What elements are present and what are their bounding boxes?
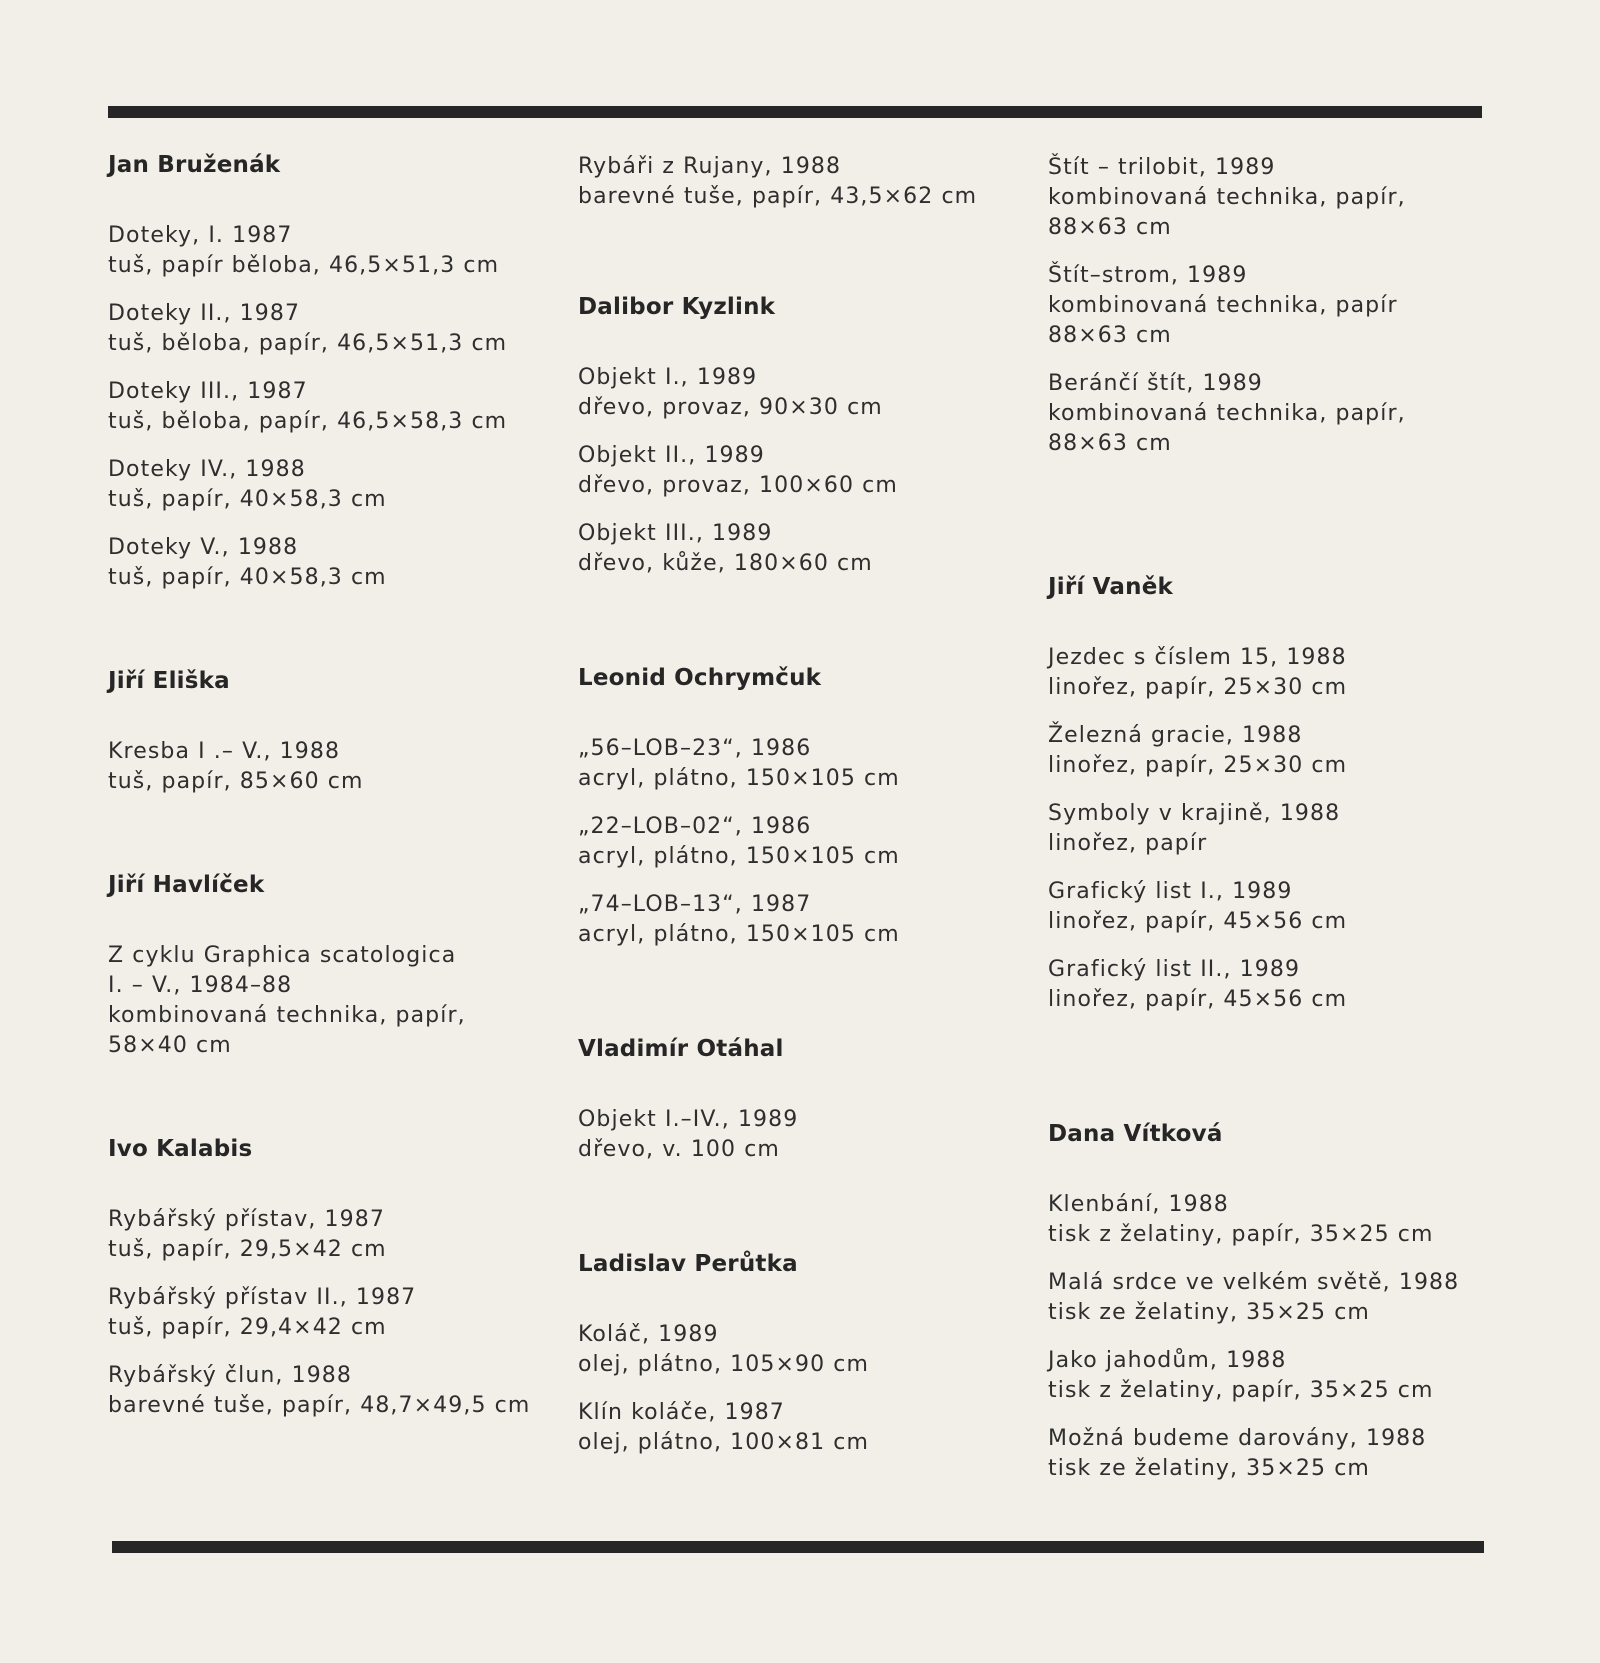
artwork-title: Doteky, I. 1987 [108,223,293,248]
artwork-title: Jako jahodům, 1988 [1048,1348,1287,1373]
artist-block [578,1249,1038,1458]
artwork-title: Kresba I .– V., 1988 [108,739,341,764]
artwork-details: dřevo, provaz, 90×30 cm [578,395,883,420]
artwork-title: Grafický list I., 1989 [1048,879,1293,904]
artwork-entry [108,1361,558,1421]
artwork-title: Objekt I., 1989 [578,365,758,390]
artwork-details: tisk z želatiny, papír, 35×25 cm [1048,1222,1434,1247]
artwork-details: linořez, papír, 45×56 cm [1048,909,1348,934]
artwork-entry [1048,1346,1478,1406]
artwork-details: kombinovaná technika, papír, [1048,401,1406,426]
artwork-title: Štít – trilobit, 1989 [1048,155,1276,180]
column-3 [1048,153,1478,1484]
artwork-entry [108,1205,558,1265]
artwork-details: 58×40 cm [108,1033,232,1058]
artwork-title: Doteky II., 1987 [108,301,301,326]
artwork-title: „74–LOB–13“, 1987 [578,892,812,917]
artwork-entry [108,1283,558,1343]
artwork-details: 88×63 cm [1048,323,1172,348]
artwork-title: Klín koláče, 1987 [578,1400,785,1425]
artwork-title: Grafický list II., 1989 [1048,957,1301,982]
artwork-details: dřevo, kůže, 180×60 cm [578,551,873,576]
artwork-details: olej, plátno, 105×90 cm [578,1352,870,1377]
artwork-title: Štít–strom, 1989 [1048,263,1248,288]
artwork-title: Symboly v krajině, 1988 [1048,801,1341,826]
artist-name: Leonid Ochrymčuk [578,665,822,691]
column-1 [108,150,558,1421]
artwork-details: tuš, běloba, papír, 46,5×58,3 cm [108,409,508,434]
artwork-entry [108,221,558,281]
artwork-details: 88×63 cm [1048,215,1172,240]
artwork-details: dřevo, v. 100 cm [578,1137,780,1162]
artwork-entry [108,941,558,1061]
artist-block [578,152,1038,212]
artwork-entry [1048,1424,1478,1484]
artwork-details: tuš, papír, 29,4×42 cm [108,1315,387,1340]
artwork-details: linořez, papír [1048,831,1208,856]
artwork-details: tisk ze želatiny, 35×25 cm [1048,1456,1370,1481]
artwork-details: acryl, plátno, 150×105 cm [578,922,900,947]
artwork-details: acryl, plátno, 150×105 cm [578,766,900,791]
artist-block [108,870,558,1061]
artwork-details: I. – V., 1984–88 [108,973,293,998]
artwork-title: Z cyklu Graphica scatologica [108,943,457,968]
artwork-entry [1048,261,1478,351]
artwork-entry [108,533,558,593]
artwork-title: „22–LOB–02“, 1986 [578,814,812,839]
artwork-details: barevné tuše, papír, 48,7×49,5 cm [108,1393,531,1418]
artwork-entry [1048,721,1478,781]
artwork-entry [1048,369,1478,459]
artwork-title: Rybářský člun, 1988 [108,1363,352,1388]
artist-block [108,1134,558,1421]
artwork-entry [1048,153,1478,243]
artwork-entry [578,812,1038,872]
artist-name: Ladislav Perůtka [578,1251,798,1277]
artwork-title: Klenbání, 1988 [1048,1192,1229,1217]
artwork-entry [108,737,558,797]
artist-block [108,666,558,797]
artwork-title: Možná budeme darovány, 1988 [1048,1426,1427,1451]
artwork-title: Jezdec s číslem 15, 1988 [1048,645,1347,670]
artwork-entry [1048,955,1478,1015]
artwork-entry [578,1105,1038,1165]
artist-block [108,150,558,593]
artwork-entry [108,299,558,359]
artwork-details: acryl, plátno, 150×105 cm [578,844,900,869]
artwork-title: Doteky IV., 1988 [108,457,306,482]
artist-block [1048,572,1478,1015]
top-rule [108,106,1482,118]
column-2 [578,152,1038,1458]
artwork-details: tuš, papír, 29,5×42 cm [108,1237,387,1262]
artist-block [1048,153,1478,459]
artist-name: Dalibor Kyzlink [578,294,776,320]
artist-name: Jiří Havlíček [108,872,265,898]
artwork-details: dřevo, provaz, 100×60 cm [578,473,898,498]
artwork-details: tisk ze želatiny, 35×25 cm [1048,1300,1370,1325]
artwork-entry [578,363,1038,423]
artwork-entry [1048,1190,1478,1250]
artist-name: Ivo Kalabis [108,1136,253,1162]
artwork-details: tuš, papír, 40×58,3 cm [108,565,387,590]
artwork-title: Doteky V., 1988 [108,535,299,560]
artwork-title: Rybáři z Rujany, 1988 [578,154,842,179]
artwork-title: Objekt II., 1989 [578,443,765,468]
artist-name: Jan Bruženák [108,152,281,178]
artwork-entry [108,455,558,515]
artist-name: Dana Vítková [1048,1121,1223,1147]
artwork-title: Koláč, 1989 [578,1322,719,1347]
artwork-details: kombinovaná technika, papír, [1048,185,1406,210]
artwork-details: kombinovaná technika, papír, [108,1003,466,1028]
artist-name: Jiří Eliška [108,668,230,694]
artwork-details: kombinovaná technika, papír [1048,293,1398,318]
artist-block [578,663,1038,950]
artist-block [578,1034,1038,1165]
artwork-entry [578,1320,1038,1380]
artwork-entry [108,377,558,437]
artwork-details: linořez, papír, 25×30 cm [1048,675,1348,700]
artist-name: Vladimír Otáhal [578,1036,784,1062]
artwork-details: olej, plátno, 100×81 cm [578,1430,870,1455]
artwork-entry [578,890,1038,950]
artwork-title: Objekt III., 1989 [578,521,773,546]
artwork-entry [578,441,1038,501]
bottom-rule [112,1541,1484,1553]
artwork-details: tisk z želatiny, papír, 35×25 cm [1048,1378,1434,1403]
artwork-entry [1048,877,1478,937]
artwork-title: „56–LOB–23“, 1986 [578,736,812,761]
artist-name: Jiří Vaněk [1048,574,1174,600]
artwork-title: Malá srdce ve velkém světě, 1988 [1048,1270,1460,1295]
artwork-entry [578,519,1038,579]
artist-block [578,292,1038,579]
artwork-details: tuš, papír běloba, 46,5×51,3 cm [108,253,500,278]
artist-block [1048,1119,1478,1484]
artwork-details: tuš, běloba, papír, 46,5×51,3 cm [108,331,508,356]
artwork-details: 88×63 cm [1048,431,1172,456]
artwork-details: linořez, papír, 25×30 cm [1048,753,1348,778]
artwork-entry [1048,799,1478,859]
artwork-title: Doteky III., 1987 [108,379,308,404]
artwork-title: Objekt I.–IV., 1989 [578,1107,799,1132]
artwork-details: tuš, papír, 85×60 cm [108,769,364,794]
artwork-title: Beránčí štít, 1989 [1048,371,1263,396]
artwork-entry [1048,1268,1478,1328]
artwork-entry [1048,643,1478,703]
artwork-title: Rybářský přístav, 1987 [108,1207,385,1232]
artwork-entry [578,734,1038,794]
artwork-details: barevné tuše, papír, 43,5×62 cm [578,184,978,209]
artwork-title: Železná gracie, 1988 [1048,723,1303,748]
artwork-entry [578,1398,1038,1458]
artwork-entry [578,152,1038,212]
artwork-title: Rybářský přístav II., 1987 [108,1285,417,1310]
artwork-details: linořez, papír, 45×56 cm [1048,987,1348,1012]
artwork-details: tuš, papír, 40×58,3 cm [108,487,387,512]
